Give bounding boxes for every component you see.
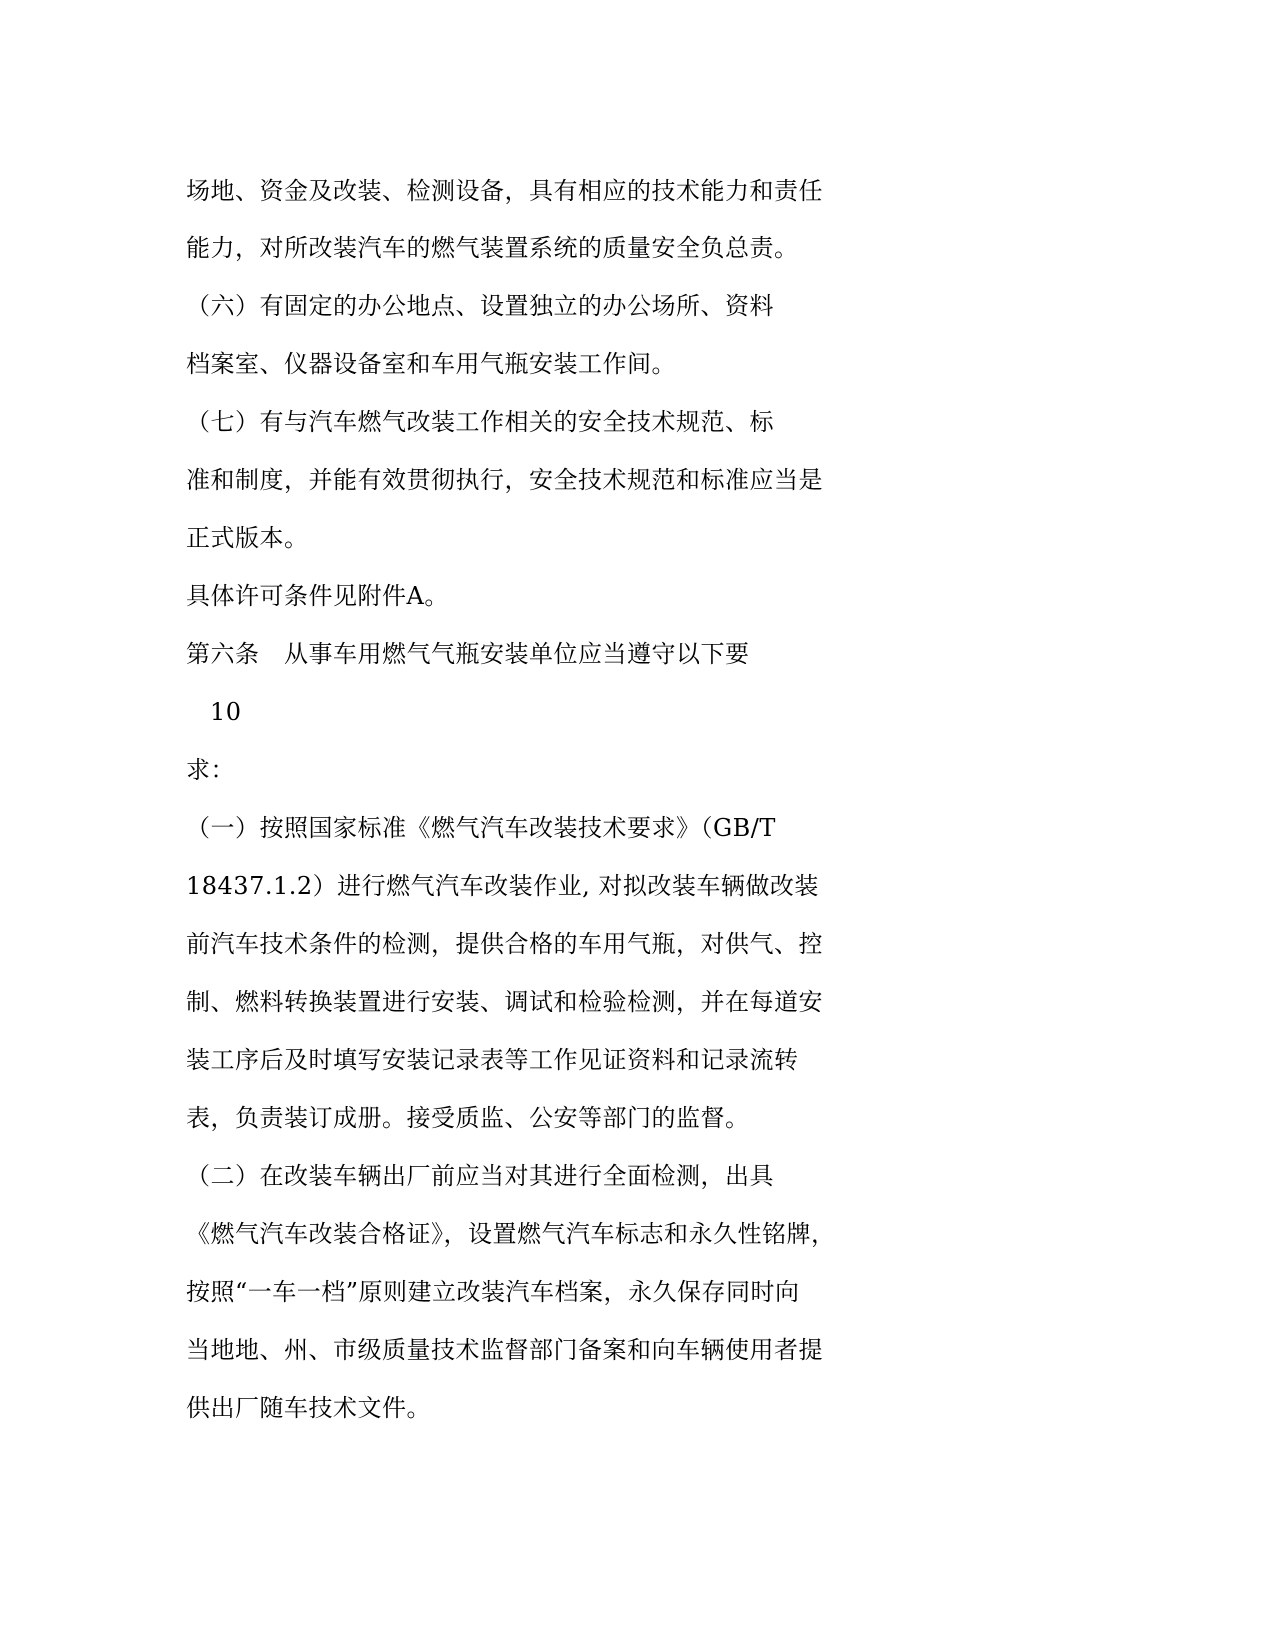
paragraph-line: 场地、资金及改装、检测设备，具有相应的技术能力和责任 (186, 177, 823, 205)
paragraph-line: （六）有固定的办公地点、设置独立的办公场所、资料 (186, 292, 774, 320)
paragraph-line: 按照“一车一档”原则建立改装汽车档案，永久保存同时向 (186, 1278, 800, 1306)
paragraph-line: 能力，对所改装汽车的燃气装置系统的质量安全负总责。 (186, 234, 799, 262)
paragraph-line: 18437.1.2）进行燃气汽车改装作业, 对拟改装车辆做改装 (186, 872, 819, 900)
paragraph-line: 《燃气汽车改装合格证》，设置燃气汽车标志和永久性铭牌， (186, 1220, 836, 1248)
paragraph-line: （二）在改装车辆出厂前应当对其进行全面检测，出具 (186, 1162, 774, 1190)
page-number: 10 (210, 698, 242, 726)
paragraph-line: 制、燃料转换装置进行安装、调试和检验检测，并在每道安 (186, 988, 823, 1016)
paragraph-line: （七）有与汽车燃气改装工作相关的安全技术规范、标 (186, 408, 774, 436)
paragraph-line: 供出厂随车技术文件。 (186, 1394, 431, 1422)
paragraph-line: （一）按照国家标准《燃气汽车改装技术要求》（GB/T (186, 814, 776, 842)
paragraph-line: 表，负责装订成册。接受质监、公安等部门的监督。 (186, 1104, 750, 1132)
paragraph-line: 当地地、州、市级质量技术监督部门备案和向车辆使用者提 (186, 1336, 823, 1364)
paragraph-line: 正式版本。 (186, 524, 309, 552)
paragraph-line: 具体许可条件见附件A。 (186, 582, 449, 610)
paragraph-line: 准和制度，并能有效贯彻执行，安全技术规范和标准应当是 (186, 466, 823, 494)
paragraph-line: 前汽车技术条件的检测，提供合格的车用气瓶，对供气、控 (186, 930, 823, 958)
paragraph-line: 求： (186, 756, 235, 784)
paragraph-line: 装工序后及时填写安装记录表等工作见证资料和记录流转 (186, 1046, 799, 1074)
paragraph-line: 档案室、仪器设备室和车用气瓶安装工作间。 (186, 350, 676, 378)
article-heading-line: 第六条 从事车用燃气气瓶安装单位应当遵守以下要 (186, 640, 750, 668)
